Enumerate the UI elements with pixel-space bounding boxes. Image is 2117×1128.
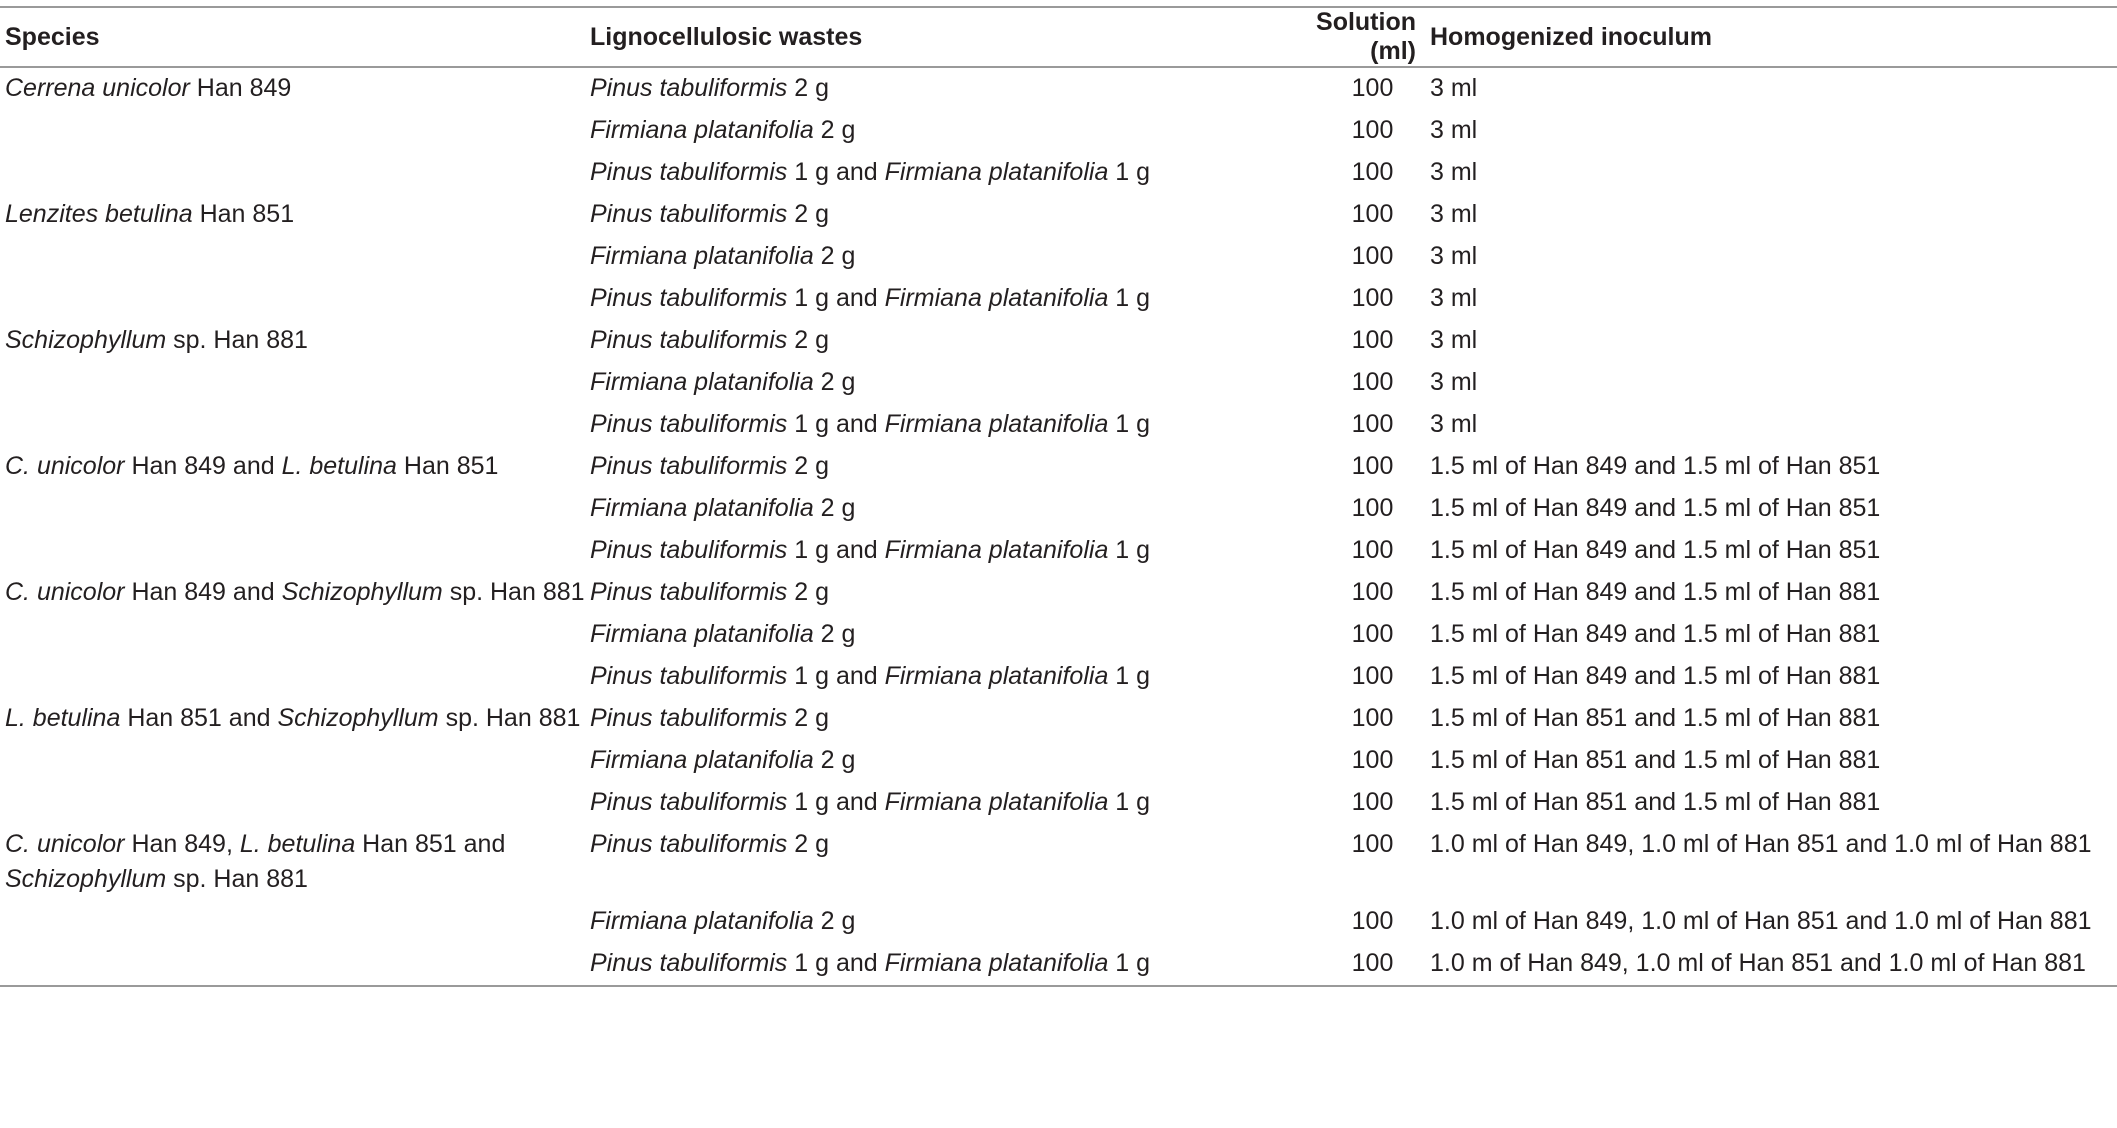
table-row [0, 110, 2117, 152]
header-wastes: Lignocellulosic wastes [585, 7, 1265, 67]
inoculum-cell: 1.5 ml of Han 851 and 1.5 ml of Han 881 [1430, 704, 1881, 732]
solution-cell: 100 [1351, 326, 1394, 354]
waste-cell: Pinus tabuliformis 1 g and Firmiana platanifolia 1 g [590, 788, 1151, 816]
species-cell [0, 152, 585, 194]
species-cell [0, 656, 585, 698]
waste-cell: Pinus tabuliformis 1 g and Firmiana platanifolia 1 g [585, 943, 1265, 986]
inoculum-cell: 3 ml [1430, 368, 1478, 396]
header-species: Species [0, 7, 585, 67]
species-cell [0, 236, 585, 278]
waste-cell: Firmiana platanifolia 2 g [590, 242, 856, 270]
solution-cell: 100 [1351, 620, 1394, 648]
species-cell [0, 614, 585, 656]
table-row [0, 67, 2117, 110]
waste-cell: Pinus tabuliformis 2 g [590, 200, 830, 228]
solution-cell: 100 [1351, 410, 1394, 438]
species-cell [0, 488, 585, 530]
waste-cell: Firmiana platanifolia 2 g [590, 907, 856, 935]
waste-cell: Pinus tabuliformis 2 g [590, 74, 830, 102]
solution-cell: 100 [1351, 907, 1394, 935]
inoculum-cell: 1.0 ml of Han 849, 1.0 ml of Han 851 and 1.0 ml of Han 881 [1430, 907, 2092, 935]
solution-cell: 100 [1351, 830, 1394, 858]
waste-cell: Pinus tabuliformis 2 g [590, 326, 830, 354]
species-cell: L. betulina Han 851 and Schizophyllum sp. Han 881 [5, 704, 581, 732]
species-cell [0, 530, 585, 572]
species-cell: C. unicolor Han 849 and Schizophyllum sp. Han 881 [5, 578, 585, 606]
solution-cell: 100 [1351, 242, 1394, 270]
inoculum-cell: 3 ml [1430, 200, 1478, 228]
table-row [0, 943, 2117, 986]
waste-cell: Firmiana platanifolia 2 g [590, 368, 856, 396]
inoculum-cell: 1.5 ml of Han 851 and 1.5 ml of Han 881 [1430, 788, 1881, 816]
inoculum-cell: 3 ml [1430, 158, 1478, 186]
table-row [0, 656, 2117, 698]
waste-cell: Firmiana platanifolia 2 g [590, 494, 856, 522]
solution-cell: 100 [1351, 74, 1394, 102]
table-row [0, 404, 2117, 446]
species-cell: C. unicolor Han 849 and L. betulina Han 851 [5, 452, 499, 480]
waste-cell: Pinus tabuliformis 1 g and Firmiana platanifolia 1 g [590, 662, 1151, 690]
inoculum-cell: 3 ml [1430, 326, 1478, 354]
solution-cell: 100 [1351, 200, 1394, 228]
solution-cell: 100 [1351, 368, 1394, 396]
inoculum-cell: 1.5 ml of Han 849 and 1.5 ml of Han 851 [1430, 536, 1881, 564]
species-cell [0, 740, 585, 782]
table-row [0, 740, 2117, 782]
inoculum-cell: 3 ml [1430, 116, 1478, 144]
table-row [0, 362, 2117, 404]
solution-cell: 100 [1351, 536, 1394, 564]
table-row [0, 152, 2117, 194]
table-row [0, 320, 2117, 362]
inoculum-cell: 3 ml [1430, 410, 1478, 438]
table-row [0, 530, 2117, 572]
solution-cell: 100 [1351, 116, 1394, 144]
waste-cell: Pinus tabuliformis 1 g and Firmiana platanifolia 1 g [590, 536, 1151, 564]
table-row [0, 824, 2117, 901]
species-cell [0, 943, 585, 986]
waste-cell: Firmiana platanifolia 2 g [590, 620, 856, 648]
species-cell [0, 278, 585, 320]
species-cell [0, 782, 585, 824]
waste-cell: Pinus tabuliformis 1 g and Firmiana platanifolia 1 g [590, 410, 1151, 438]
table-row [0, 446, 2117, 488]
inoculum-cell: 1.0 ml of Han 849, 1.0 ml of Han 851 and 1.0 ml of Han 881 [1430, 830, 2092, 858]
waste-cell: Pinus tabuliformis 2 g [590, 452, 830, 480]
header-row [0, 7, 2117, 67]
waste-cell: Pinus tabuliformis 2 g [590, 830, 830, 858]
waste-cell: Pinus tabuliformis 1 g and Firmiana platanifolia 1 g [590, 158, 1151, 186]
inoculum-cell: 1.5 ml of Han 849 and 1.5 ml of Han 851 [1430, 452, 1881, 480]
species-cell: C. unicolor Han 849, L. betulina Han 851 and Schizophyllum sp. Han 881 [5, 830, 506, 893]
solution-cell: 100 [1351, 452, 1394, 480]
table-header [0, 7, 2117, 67]
waste-cell: Pinus tabuliformis 2 g [590, 704, 830, 732]
species-cell [0, 404, 585, 446]
table-row [0, 614, 2117, 656]
table-row [0, 901, 2117, 943]
inoculum-cell: 3 ml [1430, 74, 1478, 102]
solution-cell: 100 [1351, 158, 1394, 186]
waste-cell: Pinus tabuliformis 2 g [590, 578, 830, 606]
species-cell: Schizophyllum sp. Han 881 [5, 326, 308, 354]
inoculum-cell: 1.5 ml of Han 849 and 1.5 ml of Han 881 [1430, 620, 1881, 648]
header-solution: Solution (ml) [1265, 7, 1425, 67]
table-row [0, 572, 2117, 614]
solution-cell: 100 [1351, 788, 1394, 816]
table-row [0, 278, 2117, 320]
solution-cell: 100 [1265, 943, 1425, 986]
solution-cell: 100 [1351, 746, 1394, 774]
table-body [0, 67, 2117, 986]
waste-cell: Firmiana platanifolia 2 g [590, 746, 856, 774]
inoculum-cell: 1.5 ml of Han 851 and 1.5 ml of Han 881 [1430, 746, 1881, 774]
inoculation-table [0, 6, 2117, 987]
waste-cell: Pinus tabuliformis 1 g and Firmiana platanifolia 1 g [590, 284, 1151, 312]
solution-cell: 100 [1351, 662, 1394, 690]
table-row [0, 236, 2117, 278]
table-row [0, 782, 2117, 824]
solution-cell: 100 [1351, 494, 1394, 522]
inoculum-cell: 3 ml [1430, 242, 1478, 270]
table-row [0, 698, 2117, 740]
solution-cell: 100 [1351, 578, 1394, 606]
inoculum-cell: 1.5 ml of Han 849 and 1.5 ml of Han 851 [1430, 494, 1881, 522]
waste-cell: Firmiana platanifolia 2 g [590, 116, 856, 144]
species-cell [0, 901, 585, 943]
header-inoculum: Homogenized inoculum [1425, 7, 2117, 67]
inoculum-cell: 1.0 m of Han 849, 1.0 ml of Han 851 and 1.0 ml of Han 881 [1425, 943, 2117, 986]
table-row [0, 488, 2117, 530]
species-cell [0, 110, 585, 152]
species-cell: Lenzites betulina Han 851 [5, 200, 295, 228]
species-cell [0, 362, 585, 404]
inoculum-cell: 1.5 ml of Han 849 and 1.5 ml of Han 881 [1430, 578, 1881, 606]
species-cell: Cerrena unicolor Han 849 [5, 74, 292, 102]
solution-cell: 100 [1351, 284, 1394, 312]
table-row [0, 194, 2117, 236]
solution-cell: 100 [1351, 704, 1394, 732]
inoculum-cell: 3 ml [1430, 284, 1478, 312]
inoculum-cell: 1.5 ml of Han 849 and 1.5 ml of Han 881 [1430, 662, 1881, 690]
